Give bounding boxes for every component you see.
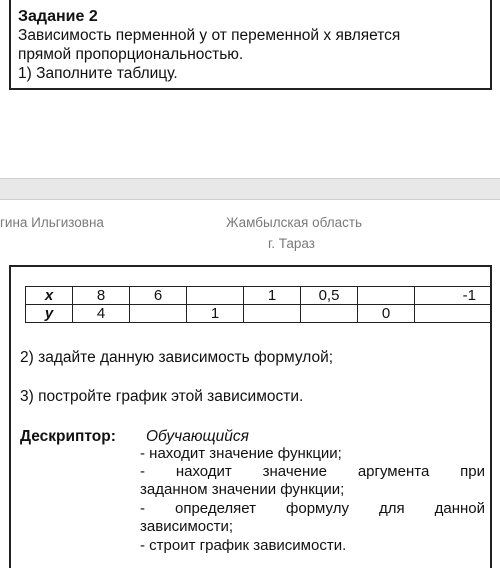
- table-cell: [244, 305, 301, 323]
- descriptor-line-6: - строит график зависимости.: [140, 537, 347, 554]
- table-row-y: [26, 305, 491, 323]
- descriptor-word: определяет: [175, 500, 257, 517]
- table-cell: [358, 287, 415, 305]
- task-line-2: прямой пропорциональностью.: [18, 46, 244, 63]
- region-name: Жамбылская область: [226, 215, 363, 230]
- descriptor-label: Дескриптор:: [20, 428, 116, 445]
- step-2-text: 2) задайте данную зависимость формулой;: [20, 349, 334, 366]
- descriptor-line-2: [140, 463, 485, 482]
- table-cell: 4: [73, 305, 130, 323]
- table-cell: 0,5: [301, 287, 358, 305]
- descriptor-line-1: - находит значение функции;: [140, 445, 342, 462]
- descriptor-subject: Обучающийся: [146, 428, 249, 445]
- table-cell: [130, 305, 187, 323]
- table-cell-header-y: y: [26, 305, 73, 323]
- table-cell: 0: [358, 305, 415, 323]
- teacher-name: гина Ильгизовна: [0, 215, 104, 230]
- table-cell: 1: [244, 287, 301, 305]
- table-row-x: [26, 287, 491, 305]
- table-cell: [301, 305, 358, 323]
- descriptor-word: -: [140, 463, 145, 480]
- task-title: Задание 2: [18, 8, 98, 25]
- city-name: г. Тараз: [268, 236, 315, 251]
- descriptor-word: находит: [175, 463, 232, 480]
- descriptor-word: для: [378, 500, 405, 517]
- descriptor-word: при: [460, 463, 485, 480]
- table-cell: 8: [73, 287, 130, 305]
- descriptor-word: -: [140, 500, 145, 517]
- task-line-3: 1) Заполните таблицу.: [18, 65, 178, 82]
- table-cell: [187, 287, 244, 305]
- descriptor-word: формулу: [286, 500, 349, 517]
- descriptor-word: аргумента: [357, 463, 430, 480]
- descriptor-word: данной: [434, 500, 485, 517]
- table-cell-header-x: x: [26, 287, 73, 305]
- descriptor-line-3: заданном значении функции;: [140, 481, 345, 498]
- table-cell: [415, 305, 491, 323]
- table-cell: 1: [187, 305, 244, 323]
- top-block-left-border: [9, 0, 11, 90]
- descriptor-line-5: зависимости;: [140, 518, 234, 535]
- task-line-1: Зависимость перменной у от переменной х является: [18, 27, 401, 44]
- top-block-bottom-border: [9, 88, 492, 90]
- lower-block-left-border: [9, 265, 11, 568]
- table-cell: -1: [415, 287, 491, 305]
- descriptor-word: значение: [262, 463, 327, 480]
- top-block-right-border: [490, 0, 492, 90]
- lower-block-top-border: [9, 265, 492, 267]
- value-table: [25, 286, 491, 323]
- step-3-text: 3) постройте график этой зависимости.: [20, 388, 304, 405]
- descriptor-line-4: [140, 500, 485, 519]
- page-break-strip: [0, 178, 500, 200]
- table-cell: 6: [130, 287, 187, 305]
